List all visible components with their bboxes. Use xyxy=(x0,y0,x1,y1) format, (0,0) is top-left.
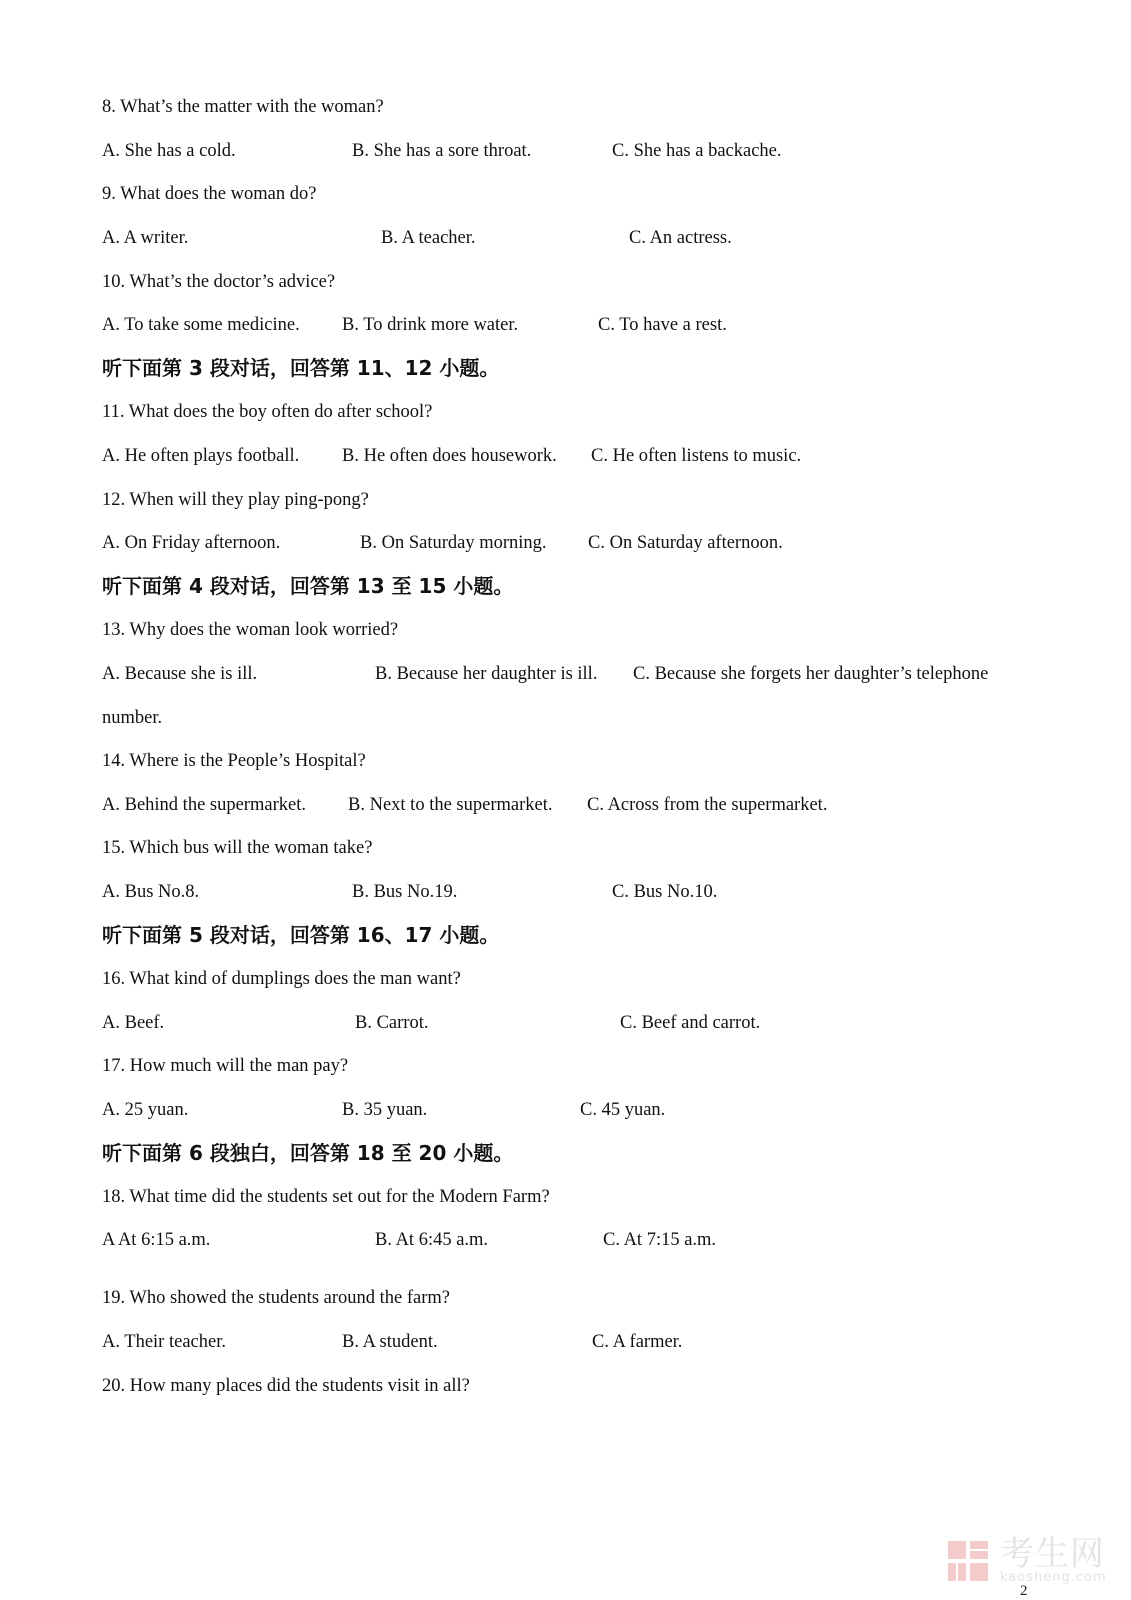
question-10: 10. What’s the doctor’s advice? xyxy=(102,272,336,292)
q17-option-b: B. 35 yuan. xyxy=(342,1100,428,1120)
question-18: 18. What time did the students set out for the Modern Farm? xyxy=(102,1187,550,1207)
q15-option-a: A. Bus No.8. xyxy=(102,882,200,902)
q9-option-a: A. A writer. xyxy=(102,228,189,248)
q18-option-c: C. At 7:15 a.m. xyxy=(603,1230,717,1250)
page-number: 2 xyxy=(1020,1583,1028,1599)
question-19: 19. Who showed the students around the farm? xyxy=(102,1288,450,1308)
question-15: 15. Which bus will the woman take? xyxy=(102,838,373,858)
watermark-name: 考生网 xyxy=(1000,1534,1105,1574)
section-heading-5: 听下面第 5 段对话，回答第 16、17 小题。 xyxy=(102,923,500,947)
q8-option-b: B. She has a sore throat. xyxy=(352,141,532,161)
q14-option-c: C. Across from the supermarket. xyxy=(587,795,828,815)
q10-option-b: B. To drink more water. xyxy=(342,315,519,335)
q12-option-b: B. On Saturday morning. xyxy=(360,533,547,553)
q15-option-b: B. Bus No.19. xyxy=(352,882,458,902)
logo-mark-icon xyxy=(946,1537,992,1585)
question-13: 13. Why does the woman look worried? xyxy=(102,620,399,640)
q8-option-c: C. She has a backache. xyxy=(612,141,782,161)
q17-option-a: A. 25 yuan. xyxy=(102,1100,189,1120)
q8-option-a: A. She has a cold. xyxy=(102,141,236,161)
question-8: 8. What’s the matter with the woman? xyxy=(102,97,384,117)
watermark-logo xyxy=(946,1535,1116,1587)
section-heading-3: 听下面第 3 段对话，回答第 11、12 小题。 xyxy=(102,356,500,380)
section-heading-4: 听下面第 4 段对话，回答第 13 至 15 小题。 xyxy=(102,574,514,598)
q12-option-c: C. On Saturday afternoon. xyxy=(588,533,783,553)
q14-option-a: A. Behind the supermarket. xyxy=(102,795,306,815)
question-12: 12. When will they play ping-pong? xyxy=(102,490,369,510)
question-16: 16. What kind of dumplings does the man want? xyxy=(102,969,461,989)
q9-option-b: B. A teacher. xyxy=(381,228,476,248)
question-20: 20. How many places did the students visit in all? xyxy=(102,1376,470,1396)
q11-option-c: C. He often listens to music. xyxy=(591,446,802,466)
q13-option-b: B. Because her daughter is ill. xyxy=(375,664,598,684)
watermark-url: kaosheng.com xyxy=(1000,1570,1107,1585)
q16-option-b: B. Carrot. xyxy=(355,1013,429,1033)
section-heading-6: 听下面第 6 段独白，回答第 18 至 20 小题。 xyxy=(102,1141,514,1165)
q12-option-a: A. On Friday afternoon. xyxy=(102,533,281,553)
q18-option-a: A At 6:15 a.m. xyxy=(102,1230,211,1250)
q19-option-a: A. Their teacher. xyxy=(102,1332,226,1352)
q19-option-c: C. A farmer. xyxy=(592,1332,683,1352)
q11-option-a: A. He often plays football. xyxy=(102,446,300,466)
q18-option-b: B. At 6:45 a.m. xyxy=(375,1230,489,1250)
q11-option-b: B. He often does housework. xyxy=(342,446,557,466)
q16-option-a: A. Beef. xyxy=(102,1013,165,1033)
question-14: 14. Where is the People’s Hospital? xyxy=(102,751,366,771)
question-9: 9. What does the woman do? xyxy=(102,184,317,204)
question-11: 11. What does the boy often do after school? xyxy=(102,402,433,422)
q13-option-a: A. Because she is ill. xyxy=(102,664,258,684)
q14-option-b: B. Next to the supermarket. xyxy=(348,795,553,815)
q13-option-c: C. Because she forgets her daughter’s telephone xyxy=(633,664,989,684)
q13-option-c-continuation: number. xyxy=(102,708,163,728)
q15-option-c: C. Bus No.10. xyxy=(612,882,718,902)
q9-option-c: C. An actress. xyxy=(629,228,732,248)
q16-option-c: C. Beef and carrot. xyxy=(620,1013,761,1033)
q17-option-c: C. 45 yuan. xyxy=(580,1100,666,1120)
q10-option-a: A. To take some medicine. xyxy=(102,315,300,335)
question-17: 17. How much will the man pay? xyxy=(102,1056,349,1076)
q19-option-b: B. A student. xyxy=(342,1332,438,1352)
q10-option-c: C. To have a rest. xyxy=(598,315,727,335)
